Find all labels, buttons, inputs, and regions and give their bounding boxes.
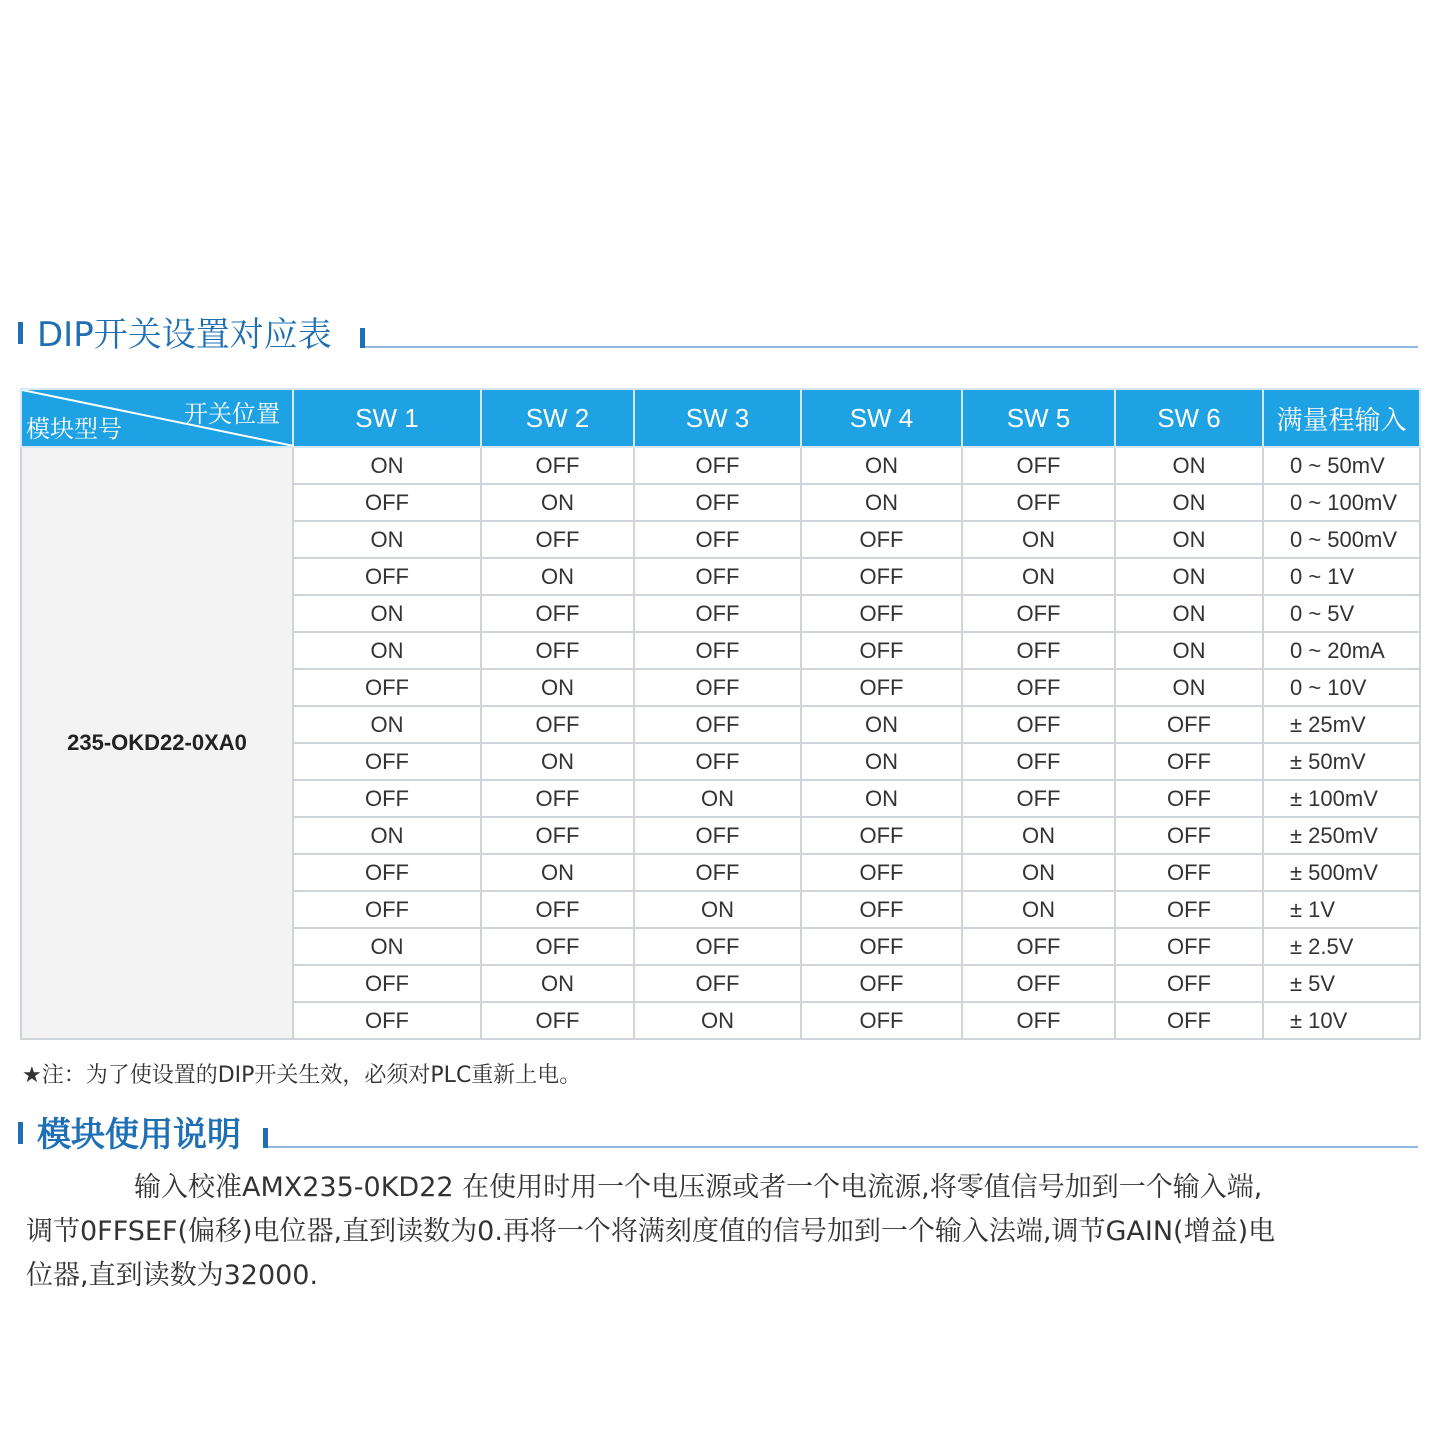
dip-switch-table [20, 388, 1421, 1040]
switch-state-cell: ON [801, 780, 962, 817]
switch-state-cell: OFF [1115, 817, 1263, 854]
usage-section-title: 模块使用说明 [37, 1115, 241, 1155]
switch-state-cell: OFF [1115, 965, 1263, 1002]
switch-state-cell: OFF [293, 484, 481, 521]
usage-paragraph [26, 1166, 1406, 1298]
switch-state-cell: OFF [801, 595, 962, 632]
section-marker-icon [263, 1128, 268, 1148]
switch-state-cell: OFF [293, 780, 481, 817]
table-header-row [21, 389, 1420, 447]
section-divider [268, 1146, 1418, 1148]
switch-state-cell: OFF [634, 595, 801, 632]
switch-state-cell: ON [962, 817, 1115, 854]
switch-state-cell: OFF [962, 484, 1115, 521]
switch-state-cell: OFF [481, 447, 634, 484]
switch-state-cell: ON [1115, 447, 1263, 484]
column-header: SW 4 [801, 389, 962, 447]
section-divider [365, 346, 1418, 348]
range-cell: ± 100mV [1263, 780, 1420, 817]
switch-state-cell: OFF [634, 965, 801, 1002]
switch-state-cell: OFF [801, 817, 962, 854]
column-header: 满量程输入 [1263, 389, 1420, 447]
range-cell: ± 1V [1263, 891, 1420, 928]
usage-section-header [18, 1115, 1418, 1155]
switch-state-cell: OFF [962, 965, 1115, 1002]
switch-state-cell: ON [962, 558, 1115, 595]
switch-state-cell: OFF [962, 669, 1115, 706]
switch-state-cell: OFF [634, 447, 801, 484]
switch-state-cell: OFF [962, 447, 1115, 484]
switch-state-cell: ON [801, 447, 962, 484]
switch-state-cell: ON [293, 521, 481, 558]
switch-state-cell: OFF [481, 891, 634, 928]
range-cell: ± 10V [1263, 1002, 1420, 1039]
switch-state-cell: OFF [962, 1002, 1115, 1039]
switch-state-cell: OFF [293, 558, 481, 595]
switch-state-cell: OFF [801, 891, 962, 928]
switch-state-cell: OFF [801, 928, 962, 965]
switch-state-cell: OFF [293, 891, 481, 928]
switch-state-cell: ON [293, 817, 481, 854]
column-header: SW 3 [634, 389, 801, 447]
range-cell: 0 ~ 20mA [1263, 632, 1420, 669]
switch-state-cell: OFF [801, 854, 962, 891]
switch-state-cell: ON [634, 780, 801, 817]
switch-state-cell: OFF [293, 1002, 481, 1039]
switch-state-cell: OFF [962, 706, 1115, 743]
range-cell: 0 ~ 50mV [1263, 447, 1420, 484]
switch-state-cell: ON [634, 1002, 801, 1039]
switch-state-cell: OFF [1115, 854, 1263, 891]
section-marker-icon [18, 1122, 23, 1144]
section-marker-icon [18, 322, 23, 344]
switch-state-cell: ON [481, 484, 634, 521]
switch-state-cell: OFF [481, 595, 634, 632]
switch-state-cell: OFF [481, 521, 634, 558]
switch-state-cell: OFF [293, 743, 481, 780]
switch-state-cell: OFF [293, 669, 481, 706]
switch-state-cell: ON [481, 669, 634, 706]
switch-state-cell: ON [1115, 632, 1263, 669]
switch-state-cell: OFF [481, 817, 634, 854]
dip-section-title: DIP开关设置对应表 [37, 315, 332, 355]
switch-state-cell: OFF [634, 854, 801, 891]
switch-state-cell: OFF [962, 632, 1115, 669]
switch-state-cell: OFF [481, 632, 634, 669]
table-row [21, 447, 1420, 484]
switch-state-cell: OFF [962, 595, 1115, 632]
switch-state-cell: ON [634, 891, 801, 928]
switch-state-cell: OFF [293, 965, 481, 1002]
switch-state-cell: ON [293, 595, 481, 632]
range-cell: ± 50mV [1263, 743, 1420, 780]
switch-state-cell: ON [801, 484, 962, 521]
range-cell: ± 5V [1263, 965, 1420, 1002]
range-cell: 0 ~ 500mV [1263, 521, 1420, 558]
switch-state-cell: ON [293, 928, 481, 965]
range-cell: 0 ~ 100mV [1263, 484, 1420, 521]
switch-state-cell: OFF [801, 1002, 962, 1039]
range-cell: 0 ~ 5V [1263, 595, 1420, 632]
switch-state-cell: OFF [634, 558, 801, 595]
switch-state-cell: OFF [801, 669, 962, 706]
switch-state-cell: ON [1115, 521, 1263, 558]
switch-state-cell: OFF [634, 817, 801, 854]
switch-state-cell: OFF [634, 521, 801, 558]
switch-state-cell: OFF [481, 780, 634, 817]
range-cell: ± 250mV [1263, 817, 1420, 854]
switch-state-cell: OFF [1115, 928, 1263, 965]
switch-state-cell: ON [481, 965, 634, 1002]
section-marker-icon [360, 328, 365, 348]
switch-state-cell: OFF [962, 780, 1115, 817]
note-text: ★注：为了使设置的DIP开关生效，必须对PLC重新上电。 [22, 1063, 582, 1088]
switch-state-cell: OFF [962, 743, 1115, 780]
range-cell: ± 500mV [1263, 854, 1420, 891]
switch-state-cell: ON [1115, 669, 1263, 706]
range-cell: ± 25mV [1263, 706, 1420, 743]
usage-line: 位器,直到读数为32000. [26, 1260, 319, 1291]
switch-state-cell: OFF [1115, 1002, 1263, 1039]
table-body [21, 447, 1420, 1039]
switch-state-cell: OFF [634, 669, 801, 706]
switch-state-cell: OFF [1115, 706, 1263, 743]
switch-state-cell: ON [962, 854, 1115, 891]
switch-state-cell: ON [293, 632, 481, 669]
switch-state-cell: ON [293, 706, 481, 743]
switch-state-cell: OFF [634, 928, 801, 965]
switch-state-cell: OFF [634, 743, 801, 780]
switch-state-cell: OFF [634, 706, 801, 743]
switch-state-cell: OFF [481, 1002, 634, 1039]
switch-state-cell: OFF [801, 965, 962, 1002]
switch-state-cell: ON [801, 706, 962, 743]
switch-state-cell: ON [293, 447, 481, 484]
switch-state-cell: OFF [481, 706, 634, 743]
switch-state-cell: ON [481, 558, 634, 595]
range-cell: ± 2.5V [1263, 928, 1420, 965]
module-model-label: 模块型号 [26, 416, 122, 443]
switch-state-cell: ON [481, 743, 634, 780]
usage-line: 调节0FFSEF(偏移)电位器,直到读数为0.再将一个将满刻度值的信号加到一个输入法端,调节GAIN(增益)电 [26, 1216, 1276, 1247]
switch-state-cell: OFF [962, 928, 1115, 965]
range-cell: 0 ~ 10V [1263, 669, 1420, 706]
switch-state-cell: ON [801, 743, 962, 780]
switch-state-cell: OFF [1115, 780, 1263, 817]
column-header: SW 2 [481, 389, 634, 447]
switch-state-cell: ON [1115, 558, 1263, 595]
switch-state-cell: OFF [293, 854, 481, 891]
switch-state-cell: ON [1115, 595, 1263, 632]
switch-state-cell: ON [962, 521, 1115, 558]
switch-state-cell: ON [1115, 484, 1263, 521]
switch-state-cell: OFF [634, 632, 801, 669]
module-model-cell: 235-OKD22-0XA0 [21, 447, 293, 1039]
switch-state-cell: OFF [634, 484, 801, 521]
switch-state-cell: OFF [481, 928, 634, 965]
column-header: SW 6 [1115, 389, 1263, 447]
switch-position-label: 开关位置 [184, 401, 280, 428]
switch-state-cell: OFF [801, 632, 962, 669]
switch-state-cell: OFF [801, 558, 962, 595]
usage-line: 输入校准AMX235-0KD22 在使用时用一个电压源或者一个电流源,将零值信号加到一个输入端, [134, 1172, 1263, 1203]
range-cell: 0 ~ 1V [1263, 558, 1420, 595]
switch-state-cell: ON [481, 854, 634, 891]
column-header: SW 1 [293, 389, 481, 447]
switch-state-cell: OFF [801, 521, 962, 558]
corner-header [21, 389, 293, 447]
switch-state-cell: OFF [1115, 743, 1263, 780]
column-header: SW 5 [962, 389, 1115, 447]
switch-state-cell: ON [962, 891, 1115, 928]
dip-section-header [18, 315, 1418, 355]
switch-state-cell: OFF [1115, 891, 1263, 928]
